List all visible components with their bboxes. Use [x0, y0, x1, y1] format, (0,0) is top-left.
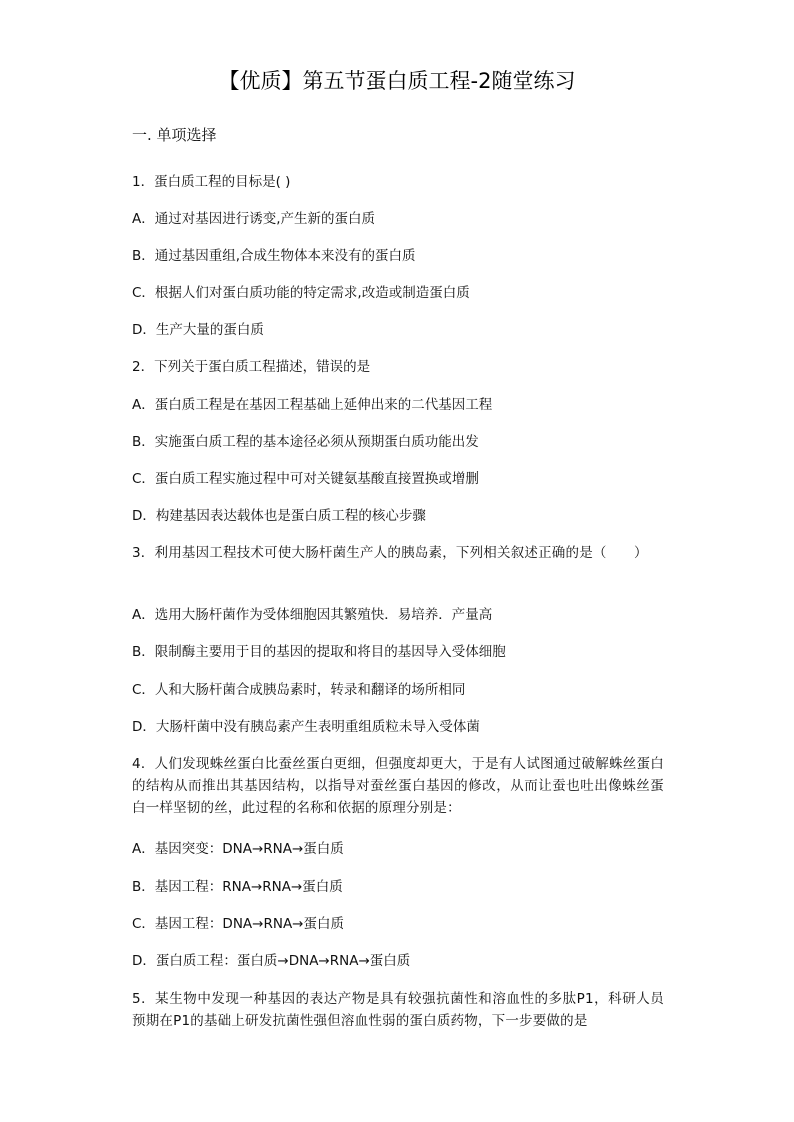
question-3-option-b: B．限制酶主要用于目的基因的提取和将目的基因导入受体细胞 [132, 644, 506, 660]
question-2-option-a: A．蛋白质工程是在基因工程基础上延伸出来的二代基因工程 [132, 397, 493, 413]
question-1-option-c: C．根据人们对蛋白质功能的特定需求,改造或制造蛋白质 [132, 285, 470, 301]
question-2-stem: 2．下列关于蛋白质工程描述，错误的是 [132, 359, 371, 375]
question-4-option-b: B．基因工程：RNA→RNA→蛋白质 [132, 879, 343, 895]
section-heading: 一. 单项选择 [132, 126, 217, 144]
question-3-option-c: C．人和大肠杆菌合成胰岛素时，转录和翻译的场所相同 [132, 682, 466, 698]
question-1-stem: 1．蛋白质工程的目标是( ) [132, 174, 291, 190]
question-5-stem: 5．某生物中发现一种基因的表达产物是具有较强抗菌性和溶血性的多肽P1，科研人员预期在P1的基础上研发抗菌性强但溶血性弱的蛋白质药物，下一步要做的是 [132, 991, 664, 1029]
question-1-option-a: A．通过对基因进行诱变,产生新的蛋白质 [132, 211, 376, 227]
question-2-option-d: D．构建基因表达载体也是蛋白质工程的核心步骤 [132, 508, 426, 524]
question-1-option-b: B．通过基因重组,合成生物体本来没有的蛋白质 [132, 248, 416, 264]
question-1-option-d: D．生产大量的蛋白质 [132, 322, 264, 338]
question-2-option-b: B．实施蛋白质工程的基本途径必须从预期蛋白质功能出发 [132, 434, 479, 450]
question-4-option-c: C．基因工程：DNA→RNA→蛋白质 [132, 916, 344, 932]
question-3-option-d: D．大肠杆菌中没有胰岛素产生表明重组质粒未导入受体菌 [132, 719, 480, 735]
question-3-stem: 3．利用基因工程技术可使大肠杆菌生产人的胰岛素，下列相关叙述正确的是（ ） [132, 545, 648, 561]
question-2-option-c: C．蛋白质工程实施过程中可对关键氨基酸直接置换或增删 [132, 471, 479, 487]
question-4-option-d: D．蛋白质工程：蛋白质→DNA→RNA→蛋白质 [132, 953, 411, 969]
question-3-option-a: A．选用大肠杆菌作为受体细胞因其繁殖快．易培养．产量高 [132, 607, 493, 623]
page-title: 【优质】第五节蛋白质工程-2随堂练习 [218, 69, 576, 93]
question-4-option-a: A．基因突变：DNA→RNA→蛋白质 [132, 841, 344, 857]
question-4-stem: 4．人们发现蛛丝蛋白比蚕丝蛋白更细，但强度却更大，于是有人试图通过破解蛛丝蛋白的结构从而推出其基因结构，以指导对蚕丝蛋白基因的修改，从而让蚕也吐出像蛛丝蛋白一样坚韧的丝，此过程的名称和依据的原理分别是： [132, 756, 664, 816]
